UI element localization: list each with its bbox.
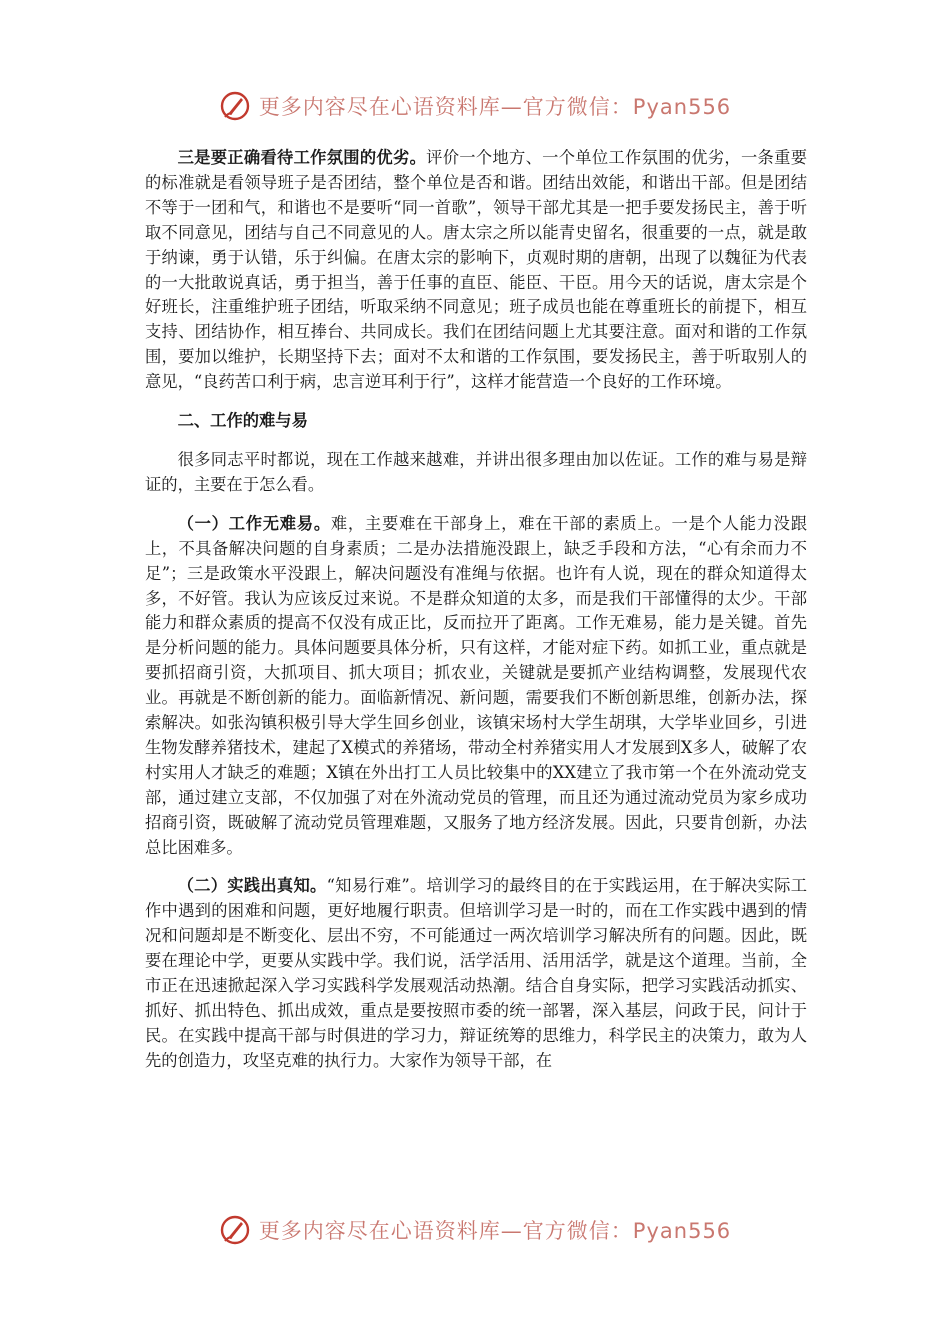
paragraph-text: “知易行难”。培训学习的最终目的在于实践运用，在于解决实际工作中遇到的困难和问题，更好地履行职责。但培训学习是一时的，而在工作实践中遇到的情况和问题却是不断变化、层出不穷，不可能通过一两次培训学习解决所有的问题。因此，既要在理论中学，更要从实践中学。我们说，活学活用、活用活学，就是这个道理。当前，全市正在迅速掀起深入学习实践科学发展观活动热潮。结合自身实际，把学习实践活动抓实、抓好、抓出特色、抓出成效，重点是要按照市委的统一部署，深入基层，问政于民，问计于民。在实践中提高干部与时俱进的学习力，辩证统筹的思维力，科学民主的决策力，敢为人先的创造力，攻坚克难的执行力。大家作为领导干部，在: [145, 876, 807, 1070]
quill-logo-icon: [219, 90, 251, 122]
paragraph-text: 很多同志平时都说，现在工作越来越难，并讲出很多理由加以佐证。工作的难与易是辩证的，主要在于怎么看。: [145, 449, 807, 494]
document-body: [145, 146, 807, 1088]
quill-logo-icon: [219, 1214, 251, 1246]
section-heading: 二、工作的难与易: [177, 411, 308, 431]
paragraph: [145, 512, 807, 861]
paragraph-lead: （一）工作无难易。: [177, 513, 331, 533]
paragraph-text: 评价一个地方、一个单位工作氛围的优劣，一条重要的标准就是看领导班子是否团结，整个单位是否和谐。团结出效能，和谐出干部。但是团结不等于一团和气，和谐也不是要听“同一首歌”，领导干部尤其是一把手要发扬民主，善于听取不同意见，团结与自己不同意见的人。唐太宗之所以能青史留名，很重要的一点，就是敢于纳谏，勇于认错，乐于纠偏。在唐太宗的影响下，贞观时期的唐朝，出现了以魏征为代表的一大批敢说真话，勇于担当，善于任事的直臣、能臣、干臣。用今天的话说，唐太宗是个好班长，注重维护班子团结，听取采纳不同意见；班子成员也能在尊重班长的前提下，相互支持、团结协作，相互捧台、共同成长。我们在团结问题上尤其要注意。面对和谐的工作氛围，要加以维护，长期坚持下去；面对不太和谐的工作氛围，要发扬民主，善于听取别人的意见，“良药苦口利于病，忠言逆耳利于行”，这样才能营造一个良好的工作环境。: [145, 148, 807, 392]
watermark-text: 更多内容尽在心语资料库—官方微信：Pyan556: [258, 95, 732, 119]
paragraph-text: 难，主要难在干部身上，难在干部的素质上。一是个人能力没跟上，不具备解决问题的自身素质；二是办法措施没跟上，缺乏手段和方法，“心有余而力不足”；三是政策水平没跟上，解决问题没有准绳与依据。也许有人说，现在的群众知道得太多，不好管。我认为应该反过来说。不是群众知道的太多，而是我们干部懂得的太少。干部能力和群众素质的提高不仅没有成正比，反而拉开了距离。工作无难易，能力是关键。首先是分析问题的能力。具体问题要具体分析，只有这样，才能对症下药。如抓工业，重点就是要抓招商引资，大抓项目、抓大项目；抓农业，关键就是要抓产业结构调整，发展现代农业。再就是不断创新的能力。面临新情况、新问题，需要我们不断创新思维，创新办法，探索解决。如张沟镇积极引导大学生回乡创业，该镇宋场村大学生胡琪，大学毕业回乡，引进生物发酵养猪技术，建起了X模式的养猪场，带动全村养猪实用人才发展到X多人，破解了农村实用人才缺乏的难题；X镇在外出打工人员比较集中的XX建立了我市第一个在外流动党支部，通过建立支部，不仅加强了对在外流动党员的管理，而且还为通过流动党员为家乡成功招商引资，既破解了流动党员管理难题，又服务了地方经济发展。因此，只要肯创新，办法总比困难多。: [145, 513, 807, 857]
paragraph: [145, 448, 807, 498]
paragraph: [145, 146, 807, 395]
watermark-header: [0, 86, 950, 126]
paragraph-lead: 三是要正确看待工作氛围的优劣。: [177, 148, 427, 167]
watermark-footer: [0, 1210, 950, 1250]
watermark-text: 更多内容尽在心语资料库—官方微信：Pyan556: [258, 1219, 732, 1243]
paragraph-lead: （二）实践出真知。: [177, 876, 327, 896]
paragraph: [145, 874, 807, 1073]
